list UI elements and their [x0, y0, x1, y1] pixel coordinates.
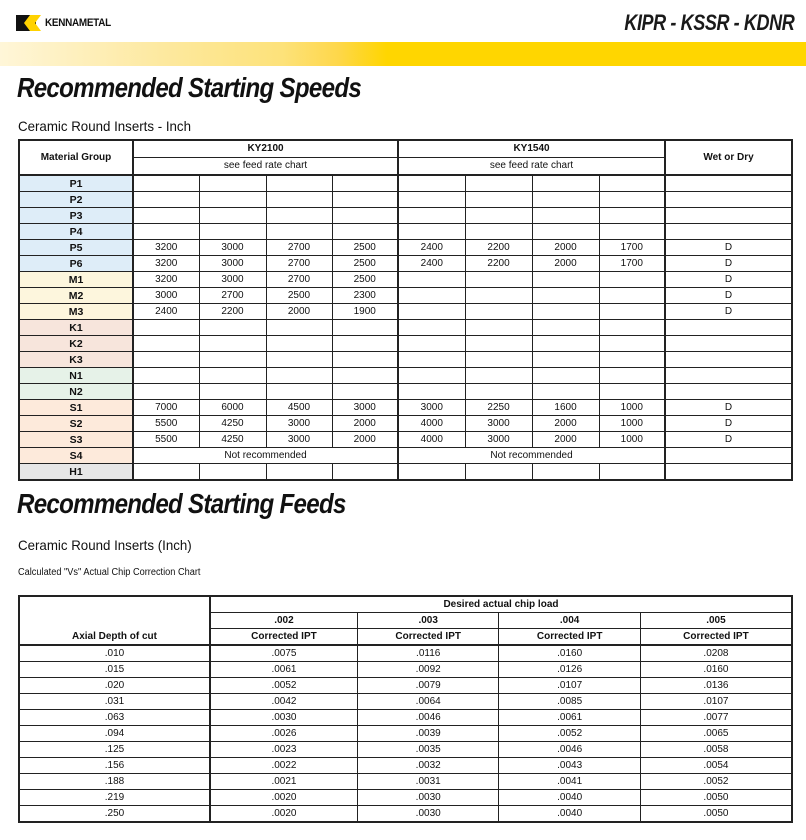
speeds-title: Recommended Starting Speeds	[17, 72, 362, 103]
document-code: KIPR - KSSR - KDNR	[623, 10, 794, 35]
wet-or-dry-cell	[665, 192, 792, 208]
ky1540-speed-cell	[599, 352, 665, 368]
speeds-row-m1	[19, 272, 792, 288]
corrected-ipt-cell: .0040	[499, 790, 640, 806]
speeds-row-p1	[19, 175, 792, 192]
ky1540-speed-cell	[532, 192, 599, 208]
ky1540-speed-cell	[465, 384, 532, 400]
ky2100-speed-cell: 3200	[133, 272, 199, 288]
speeds-row-m3	[19, 304, 792, 320]
ky1540-speed-cell: 2200	[465, 240, 532, 256]
ky2100-speed-cell	[133, 368, 199, 384]
wet-or-dry-cell	[665, 352, 792, 368]
ky2100-speed-cell	[266, 384, 332, 400]
ky1540-speed-cell	[465, 288, 532, 304]
ky1540-speed-cell: 1600	[532, 400, 599, 416]
axial-depth-cell: .094	[19, 726, 210, 742]
corrected-ipt-cell: .0021	[210, 774, 358, 790]
ky1540-speed-cell	[599, 208, 665, 224]
corrected-ipt-cell: .0052	[499, 726, 640, 742]
material-group-cell: P1	[19, 175, 133, 192]
axial-depth-cell: .156	[19, 758, 210, 774]
material-group-cell: N2	[19, 384, 133, 400]
feeds-note: Calculated "Vs" Actual Chip Correction Chart	[18, 567, 201, 578]
speeds-row-k1	[19, 320, 792, 336]
ky2100-speed-cell	[133, 208, 199, 224]
corrected-ipt-cell: .0030	[357, 790, 498, 806]
ky1540-speed-cell	[599, 224, 665, 240]
speeds-row-p5	[19, 240, 792, 256]
ky2100-speed-cell	[332, 224, 398, 240]
chip-load-header: .002	[210, 613, 358, 629]
ky1540-speed-cell: 1000	[599, 416, 665, 432]
corrected-ipt-cell: .0043	[499, 758, 640, 774]
corrected-ipt-cell: .0050	[640, 806, 792, 823]
ky1540-not-recommended: Not recommended	[398, 448, 665, 464]
ky2100-speed-cell: 2300	[332, 288, 398, 304]
ky1540-speed-cell: 3000	[465, 416, 532, 432]
material-group-cell: S2	[19, 416, 133, 432]
wet-or-dry-cell	[665, 464, 792, 481]
ky2100-speed-cell: 2000	[332, 416, 398, 432]
ky2100-speed-cell	[199, 464, 266, 481]
ky2100-speed-cell	[332, 175, 398, 192]
wet-or-dry-cell	[665, 208, 792, 224]
corrected-ipt-cell: .0023	[210, 742, 358, 758]
ky2100-speed-cell: 4500	[266, 400, 332, 416]
ky1540-speed-cell: 2400	[398, 240, 465, 256]
ky2100-speed-cell: 3000	[199, 256, 266, 272]
ky2100-speed-cell	[266, 464, 332, 481]
corrected-ipt-cell: .0030	[357, 806, 498, 823]
corrected-ipt-cell: .0052	[640, 774, 792, 790]
ky2100-speed-cell: 7000	[133, 400, 199, 416]
ky1540-speed-cell: 1700	[599, 240, 665, 256]
grade-ky2100-header: KY2100	[133, 140, 398, 158]
ky1540-speed-cell	[398, 336, 465, 352]
ky2100-speed-cell	[199, 368, 266, 384]
ky2100-speed-cell: 3000	[266, 432, 332, 448]
ky2100-speed-cell	[199, 175, 266, 192]
corrected-ipt-cell: .0107	[499, 678, 640, 694]
ky1540-speed-cell: 2000	[532, 416, 599, 432]
feeds-row	[19, 662, 792, 678]
feeds-row	[19, 678, 792, 694]
speeds-row-p3	[19, 208, 792, 224]
corrected-ipt-cell: .0031	[357, 774, 498, 790]
ky2100-speed-cell	[133, 224, 199, 240]
ky2100-speed-cell	[199, 320, 266, 336]
corrected-ipt-cell: .0079	[357, 678, 498, 694]
ky1540-speed-cell	[599, 272, 665, 288]
ky2100-speed-cell: 2400	[133, 304, 199, 320]
corrected-ipt-cell: .0160	[499, 645, 640, 662]
ky2100-speed-cell	[199, 336, 266, 352]
ky2100-speed-cell: 2700	[266, 240, 332, 256]
corrected-ipt-cell: .0061	[499, 710, 640, 726]
material-group-cell: M2	[19, 288, 133, 304]
ky2100-speed-cell: 2700	[266, 272, 332, 288]
kennametal-logo	[16, 15, 118, 31]
corrected-ipt-cell: .0058	[640, 742, 792, 758]
corrected-ipt-cell: .0208	[640, 645, 792, 662]
ky2100-speed-cell: 2500	[332, 240, 398, 256]
ky2100-speed-cell	[266, 336, 332, 352]
ky2100-speed-cell	[199, 384, 266, 400]
chip-load-header: .003	[357, 613, 498, 629]
wet-or-dry-header: Wet or Dry	[665, 140, 792, 175]
wet-or-dry-cell: D	[665, 304, 792, 320]
corrected-ipt-cell: .0065	[640, 726, 792, 742]
ky2100-speed-cell	[332, 320, 398, 336]
ky1540-speed-cell	[465, 192, 532, 208]
speeds-row-p6	[19, 256, 792, 272]
ky2100-speed-cell: 4250	[199, 432, 266, 448]
ky2100-speed-cell	[133, 352, 199, 368]
ky1540-speed-cell	[599, 192, 665, 208]
ky1540-speed-cell	[599, 368, 665, 384]
corrected-ipt-cell: .0032	[357, 758, 498, 774]
ky1540-speed-cell	[599, 288, 665, 304]
ky1540-speed-cell	[465, 352, 532, 368]
ky2100-speed-cell	[266, 224, 332, 240]
ky2100-speed-cell	[266, 320, 332, 336]
ky1540-speed-cell: 1000	[599, 400, 665, 416]
ky2100-speed-cell: 3000	[332, 400, 398, 416]
ky1540-speed-cell	[532, 208, 599, 224]
speeds-row-s1	[19, 400, 792, 416]
ky2100-speed-cell	[332, 208, 398, 224]
corrected-ipt-cell: .0046	[499, 742, 640, 758]
material-group-cell: S3	[19, 432, 133, 448]
feeds-row	[19, 790, 792, 806]
ky1540-speed-cell: 4000	[398, 432, 465, 448]
wet-or-dry-cell: D	[665, 416, 792, 432]
speeds-row-k2	[19, 336, 792, 352]
ky2100-speed-cell	[199, 352, 266, 368]
speeds-row-n2	[19, 384, 792, 400]
ky1540-speed-cell	[398, 368, 465, 384]
speeds-subtitle: Ceramic Round Inserts - Inch	[18, 118, 191, 134]
ky1540-speed-cell	[532, 368, 599, 384]
corrected-ipt-cell: .0030	[210, 710, 358, 726]
axial-depth-cell: .020	[19, 678, 210, 694]
ky1540-speed-cell	[398, 352, 465, 368]
ky1540-speed-cell	[465, 336, 532, 352]
ky2100-speed-cell	[266, 175, 332, 192]
wet-or-dry-cell: D	[665, 256, 792, 272]
ky1540-speed-cell: 2250	[465, 400, 532, 416]
wet-or-dry-cell	[665, 448, 792, 464]
corrected-ipt-cell: .0050	[640, 790, 792, 806]
axial-depth-cell: .219	[19, 790, 210, 806]
ky1540-speed-cell: 2200	[465, 256, 532, 272]
corrected-ipt-cell: .0064	[357, 694, 498, 710]
ky2100-speed-cell	[133, 192, 199, 208]
ky2100-speed-cell	[199, 192, 266, 208]
speeds-row-s4	[19, 448, 792, 464]
ky2100-speed-cell: 5500	[133, 432, 199, 448]
corrected-ipt-cell: .0085	[499, 694, 640, 710]
wet-or-dry-cell	[665, 384, 792, 400]
ky2100-speed-cell: 2500	[332, 272, 398, 288]
material-group-cell: P2	[19, 192, 133, 208]
feeds-row	[19, 726, 792, 742]
material-group-cell: K1	[19, 320, 133, 336]
ky2100-not-recommended: Not recommended	[133, 448, 398, 464]
material-group-cell: P5	[19, 240, 133, 256]
ky2100-speed-cell	[133, 384, 199, 400]
ky2100-speed-cell: 2500	[266, 288, 332, 304]
speeds-row-s2	[19, 416, 792, 432]
feeds-row	[19, 758, 792, 774]
ky2100-speed-cell: 4250	[199, 416, 266, 432]
ky1540-speed-cell	[532, 336, 599, 352]
corrected-ipt-header: Corrected IPT	[210, 629, 358, 646]
ky2100-speed-cell	[332, 352, 398, 368]
ky1540-speed-cell	[398, 464, 465, 481]
material-group-cell: S4	[19, 448, 133, 464]
ky1540-speed-cell	[398, 304, 465, 320]
corrected-ipt-cell: .0092	[357, 662, 498, 678]
corrected-ipt-header: Corrected IPT	[357, 629, 498, 646]
wet-or-dry-cell: D	[665, 400, 792, 416]
axial-depth-header: Axial Depth of cut	[19, 596, 210, 645]
material-group-cell: K3	[19, 352, 133, 368]
ky2100-speed-cell: 6000	[199, 400, 266, 416]
ky2100-speed-cell: 1900	[332, 304, 398, 320]
material-group-cell: M3	[19, 304, 133, 320]
grade-ky2100-subheader: see feed rate chart	[133, 158, 398, 176]
corrected-ipt-cell: .0126	[499, 662, 640, 678]
ky1540-speed-cell	[599, 175, 665, 192]
corrected-ipt-cell: .0041	[499, 774, 640, 790]
wet-or-dry-cell: D	[665, 288, 792, 304]
axial-depth-cell: .015	[19, 662, 210, 678]
ky1540-speed-cell	[532, 352, 599, 368]
ky2100-speed-cell: 3000	[133, 288, 199, 304]
ky2100-speed-cell	[133, 175, 199, 192]
speeds-row-p2	[19, 192, 792, 208]
ky2100-speed-cell	[332, 384, 398, 400]
ky1540-speed-cell	[465, 320, 532, 336]
chip-load-group-header: Desired actual chip load	[210, 596, 792, 613]
ky1540-speed-cell	[532, 320, 599, 336]
ky2100-speed-cell: 2700	[266, 256, 332, 272]
header-accent-band	[0, 42, 806, 66]
feeds-row	[19, 694, 792, 710]
ky1540-speed-cell	[398, 384, 465, 400]
axial-depth-cell: .188	[19, 774, 210, 790]
ky1540-speed-cell	[398, 288, 465, 304]
ky1540-speed-cell: 2000	[532, 240, 599, 256]
corrected-ipt-cell: .0107	[640, 694, 792, 710]
speeds-row-m2	[19, 288, 792, 304]
ky1540-speed-cell: 3000	[465, 432, 532, 448]
corrected-ipt-cell: .0022	[210, 758, 358, 774]
wet-or-dry-cell	[665, 336, 792, 352]
corrected-ipt-cell: .0075	[210, 645, 358, 662]
speeds-row-h1	[19, 464, 792, 481]
ky2100-speed-cell: 3200	[133, 256, 199, 272]
axial-depth-cell: .063	[19, 710, 210, 726]
ky2100-speed-cell: 3000	[266, 416, 332, 432]
corrected-ipt-header: Corrected IPT	[499, 629, 640, 646]
ky2100-speed-cell: 2000	[266, 304, 332, 320]
feeds-subtitle: Ceramic Round Inserts (Inch)	[18, 537, 192, 553]
wet-or-dry-cell	[665, 224, 792, 240]
corrected-ipt-cell: .0046	[357, 710, 498, 726]
ky2100-speed-cell	[266, 192, 332, 208]
ky2100-speed-cell	[133, 464, 199, 481]
ky1540-speed-cell	[532, 272, 599, 288]
ky2100-speed-cell: 3000	[199, 272, 266, 288]
ky1540-speed-cell	[532, 224, 599, 240]
ky1540-speed-cell	[398, 320, 465, 336]
material-group-cell: N1	[19, 368, 133, 384]
ky1540-speed-cell: 1000	[599, 432, 665, 448]
ky2100-speed-cell: 3000	[199, 240, 266, 256]
ky1540-speed-cell	[465, 208, 532, 224]
material-group-header: Material Group	[19, 140, 133, 175]
material-group-cell: P4	[19, 224, 133, 240]
material-group-cell: S1	[19, 400, 133, 416]
axial-depth-cell: .010	[19, 645, 210, 662]
material-group-cell: P6	[19, 256, 133, 272]
ky1540-speed-cell	[532, 288, 599, 304]
feeds-table	[18, 595, 793, 823]
speeds-row-s3	[19, 432, 792, 448]
ky1540-speed-cell	[532, 304, 599, 320]
wet-or-dry-cell: D	[665, 240, 792, 256]
ky1540-speed-cell	[465, 368, 532, 384]
corrected-ipt-cell: .0020	[210, 806, 358, 823]
ky2100-speed-cell	[332, 336, 398, 352]
kennametal-k-icon	[16, 15, 36, 31]
ky2100-speed-cell	[199, 224, 266, 240]
corrected-ipt-cell: .0026	[210, 726, 358, 742]
ky2100-speed-cell	[133, 320, 199, 336]
speeds-row-n1	[19, 368, 792, 384]
ky1540-speed-cell	[398, 272, 465, 288]
speeds-row-k3	[19, 352, 792, 368]
corrected-ipt-cell: .0052	[210, 678, 358, 694]
ky1540-speed-cell	[465, 224, 532, 240]
ky1540-speed-cell	[599, 464, 665, 481]
ky1540-speed-cell	[532, 464, 599, 481]
ky1540-speed-cell	[465, 175, 532, 192]
grade-ky1540-subheader: see feed rate chart	[398, 158, 665, 176]
ky1540-speed-cell	[465, 304, 532, 320]
corrected-ipt-header: Corrected IPT	[640, 629, 792, 646]
corrected-ipt-cell: .0042	[210, 694, 358, 710]
brand-name: KENNAMETAL	[45, 17, 111, 29]
corrected-ipt-cell: .0061	[210, 662, 358, 678]
ky2100-speed-cell	[332, 368, 398, 384]
corrected-ipt-cell: .0035	[357, 742, 498, 758]
ky1540-speed-cell: 3000	[398, 400, 465, 416]
ky2100-speed-cell: 3200	[133, 240, 199, 256]
ky2100-speed-cell	[332, 192, 398, 208]
ky2100-speed-cell	[266, 368, 332, 384]
ky1540-speed-cell: 2000	[532, 256, 599, 272]
axial-depth-cell: .125	[19, 742, 210, 758]
feeds-row	[19, 645, 792, 662]
ky2100-speed-cell	[266, 352, 332, 368]
ky2100-speed-cell: 2500	[332, 256, 398, 272]
ky1540-speed-cell	[599, 336, 665, 352]
wet-or-dry-cell: D	[665, 432, 792, 448]
grade-ky1540-header: KY1540	[398, 140, 665, 158]
wet-or-dry-cell: D	[665, 272, 792, 288]
ky1540-speed-cell: 2000	[532, 432, 599, 448]
material-group-cell: K2	[19, 336, 133, 352]
ky1540-speed-cell: 1700	[599, 256, 665, 272]
ky1540-speed-cell	[398, 224, 465, 240]
material-group-cell: H1	[19, 464, 133, 481]
ky1540-speed-cell: 4000	[398, 416, 465, 432]
wet-or-dry-cell	[665, 320, 792, 336]
chip-load-header: .004	[499, 613, 640, 629]
ky2100-speed-cell: 2700	[199, 288, 266, 304]
ky1540-speed-cell	[465, 464, 532, 481]
corrected-ipt-cell: .0040	[499, 806, 640, 823]
material-group-cell: M1	[19, 272, 133, 288]
wet-or-dry-cell	[665, 368, 792, 384]
ky1540-speed-cell	[599, 304, 665, 320]
axial-depth-cell: .250	[19, 806, 210, 823]
axial-depth-cell: .031	[19, 694, 210, 710]
corrected-ipt-cell: .0136	[640, 678, 792, 694]
feeds-row	[19, 742, 792, 758]
ky1540-speed-cell	[398, 175, 465, 192]
ky2100-speed-cell	[332, 464, 398, 481]
speeds-row-p4	[19, 224, 792, 240]
chip-load-header: .005	[640, 613, 792, 629]
material-group-cell: P3	[19, 208, 133, 224]
ky2100-speed-cell: 2200	[199, 304, 266, 320]
corrected-ipt-cell: .0077	[640, 710, 792, 726]
feeds-row	[19, 774, 792, 790]
ky1540-speed-cell	[599, 320, 665, 336]
corrected-ipt-cell: .0116	[357, 645, 498, 662]
ky1540-speed-cell	[398, 192, 465, 208]
ky1540-speed-cell: 2400	[398, 256, 465, 272]
corrected-ipt-cell: .0039	[357, 726, 498, 742]
ky2100-speed-cell	[266, 208, 332, 224]
ky2100-speed-cell	[199, 208, 266, 224]
speeds-table	[18, 139, 793, 481]
ky2100-speed-cell: 5500	[133, 416, 199, 432]
wet-or-dry-cell	[665, 175, 792, 192]
corrected-ipt-cell: .0054	[640, 758, 792, 774]
corrected-ipt-cell: .0160	[640, 662, 792, 678]
corrected-ipt-cell: .0020	[210, 790, 358, 806]
feeds-row	[19, 710, 792, 726]
ky1540-speed-cell	[599, 384, 665, 400]
feeds-row	[19, 806, 792, 823]
ky1540-speed-cell	[532, 384, 599, 400]
ky2100-speed-cell: 2000	[332, 432, 398, 448]
feeds-title: Recommended Starting Feeds	[17, 488, 346, 519]
ky1540-speed-cell	[532, 175, 599, 192]
ky2100-speed-cell	[133, 336, 199, 352]
ky1540-speed-cell	[465, 272, 532, 288]
ky1540-speed-cell	[398, 208, 465, 224]
